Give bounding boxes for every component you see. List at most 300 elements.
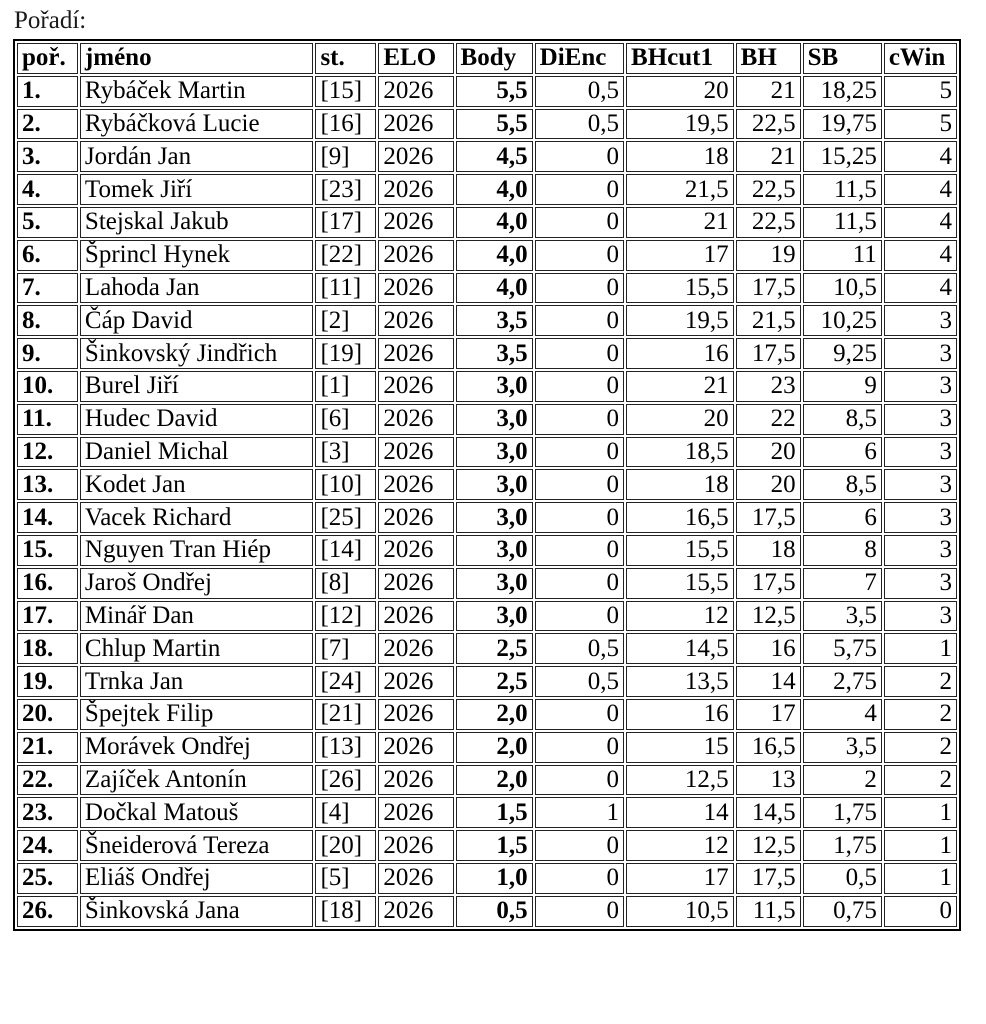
table-row: [17, 863, 957, 894]
cwin-cell: 3: [884, 502, 957, 533]
player-name: Vacek Richard: [80, 502, 314, 533]
cwin-cell: 4: [884, 174, 957, 205]
cwin-cell: 2: [884, 699, 957, 730]
column-header-name: jméno: [80, 43, 314, 74]
seed-cell: [13]: [315, 732, 376, 763]
sb-cell: 7: [803, 568, 882, 599]
standings-caption: Pořadí:: [14, 7, 87, 34]
bh-cell: 13: [736, 765, 801, 796]
bhcut1-cell: 16: [626, 699, 734, 730]
seed-cell: [26]: [315, 765, 376, 796]
sb-cell: 10,5: [803, 273, 882, 304]
column-header-rank: poř.: [17, 43, 78, 74]
player-name: Zajíček Antonín: [80, 765, 314, 796]
table-row: [17, 699, 957, 730]
elo-cell: 2026: [378, 896, 453, 927]
seed-cell: [2]: [315, 305, 376, 336]
elo-cell: 2026: [378, 76, 453, 107]
bh-cell: 21: [736, 76, 801, 107]
bh-cell: 14: [736, 666, 801, 697]
rank-cell: 20.: [17, 699, 78, 730]
bh-cell: 16,5: [736, 732, 801, 763]
column-header-elo: ELO: [378, 43, 453, 74]
cwin-cell: 5: [884, 109, 957, 140]
table-row: [17, 404, 957, 435]
elo-cell: 2026: [378, 338, 453, 369]
sb-cell: 2,75: [803, 666, 882, 697]
seed-cell: [21]: [315, 699, 376, 730]
rank-cell: 26.: [17, 896, 78, 927]
points-cell: 3,0: [456, 502, 533, 533]
elo-cell: 2026: [378, 469, 453, 500]
dienc-cell: 0: [535, 830, 624, 861]
sb-cell: 6: [803, 502, 882, 533]
bh-cell: 19: [736, 240, 801, 271]
points-cell: 4,0: [456, 240, 533, 271]
table-row: [17, 207, 957, 238]
cwin-cell: 4: [884, 273, 957, 304]
dienc-cell: 0: [535, 338, 624, 369]
bh-cell: 22,5: [736, 109, 801, 140]
cwin-cell: 3: [884, 338, 957, 369]
seed-cell: [12]: [315, 601, 376, 632]
points-cell: 3,0: [456, 469, 533, 500]
player-name: Dočkal Matouš: [80, 797, 314, 828]
points-cell: 4,0: [456, 174, 533, 205]
player-name: Rybáčková Lucie: [80, 109, 314, 140]
points-cell: 1,5: [456, 830, 533, 861]
rank-cell: 7.: [17, 273, 78, 304]
sb-cell: 3,5: [803, 732, 882, 763]
player-name: Rybáček Martin: [80, 76, 314, 107]
elo-cell: 2026: [378, 863, 453, 894]
bh-cell: 17,5: [736, 273, 801, 304]
points-cell: 2,5: [456, 666, 533, 697]
dienc-cell: 1: [535, 797, 624, 828]
cwin-cell: 5: [884, 76, 957, 107]
bh-cell: 23: [736, 371, 801, 402]
dienc-cell: 0: [535, 437, 624, 468]
sb-cell: 1,75: [803, 797, 882, 828]
points-cell: 3,0: [456, 371, 533, 402]
standings-body: [17, 76, 957, 927]
elo-cell: 2026: [378, 765, 453, 796]
table-row: [17, 797, 957, 828]
seed-cell: [25]: [315, 502, 376, 533]
elo-cell: 2026: [378, 371, 453, 402]
standings-table: [13, 39, 961, 931]
seed-cell: [1]: [315, 371, 376, 402]
table-row: [17, 437, 957, 468]
sb-cell: 8,5: [803, 404, 882, 435]
table-row: [17, 141, 957, 172]
bhcut1-cell: 10,5: [626, 896, 734, 927]
bhcut1-cell: 14,5: [626, 633, 734, 664]
cwin-cell: 3: [884, 568, 957, 599]
rank-cell: 2.: [17, 109, 78, 140]
elo-cell: 2026: [378, 207, 453, 238]
player-name: Burel Jiří: [80, 371, 314, 402]
bh-cell: 22: [736, 404, 801, 435]
points-cell: 4,0: [456, 207, 533, 238]
rank-cell: 5.: [17, 207, 78, 238]
player-name: Šinkovský Jindřich: [80, 338, 314, 369]
bhcut1-cell: 19,5: [626, 305, 734, 336]
rank-cell: 22.: [17, 765, 78, 796]
seed-cell: [23]: [315, 174, 376, 205]
column-header-dienc: DiEnc: [535, 43, 624, 74]
elo-cell: 2026: [378, 404, 453, 435]
sb-cell: 11,5: [803, 174, 882, 205]
cwin-cell: 3: [884, 437, 957, 468]
elo-cell: 2026: [378, 273, 453, 304]
bh-cell: 20: [736, 437, 801, 468]
player-name: Chlup Martin: [80, 633, 314, 664]
sb-cell: 3,5: [803, 601, 882, 632]
points-cell: 2,5: [456, 633, 533, 664]
column-header-seed: st.: [315, 43, 376, 74]
bhcut1-cell: 15,5: [626, 273, 734, 304]
sb-cell: 8: [803, 535, 882, 566]
points-cell: 5,5: [456, 109, 533, 140]
player-name: Kodet Jan: [80, 469, 314, 500]
table-row: [17, 765, 957, 796]
sb-cell: 5,75: [803, 633, 882, 664]
player-name: Lahoda Jan: [80, 273, 314, 304]
dienc-cell: 0: [535, 765, 624, 796]
sb-cell: 1,75: [803, 830, 882, 861]
bhcut1-cell: 16: [626, 338, 734, 369]
elo-cell: 2026: [378, 240, 453, 271]
points-cell: 2,0: [456, 732, 533, 763]
table-row: [17, 273, 957, 304]
column-header-cwin: cWin: [884, 43, 957, 74]
bh-cell: 17,5: [736, 502, 801, 533]
player-name: Trnka Jan: [80, 666, 314, 697]
dienc-cell: 0: [535, 240, 624, 271]
elo-cell: 2026: [378, 174, 453, 205]
table-row: [17, 240, 957, 271]
table-row: [17, 338, 957, 369]
sb-cell: 8,5: [803, 469, 882, 500]
player-name: Nguyen Tran Hiép: [80, 535, 314, 566]
table-row: [17, 109, 957, 140]
bh-cell: 12,5: [736, 830, 801, 861]
rank-cell: 19.: [17, 666, 78, 697]
sb-cell: 11: [803, 240, 882, 271]
elo-cell: 2026: [378, 141, 453, 172]
elo-cell: 2026: [378, 633, 453, 664]
seed-cell: [18]: [315, 896, 376, 927]
elo-cell: 2026: [378, 797, 453, 828]
bhcut1-cell: 20: [626, 404, 734, 435]
table-row: [17, 633, 957, 664]
elo-cell: 2026: [378, 601, 453, 632]
rank-cell: 13.: [17, 469, 78, 500]
rank-cell: 3.: [17, 141, 78, 172]
cwin-cell: 3: [884, 535, 957, 566]
sb-cell: 9,25: [803, 338, 882, 369]
sb-cell: 4: [803, 699, 882, 730]
bhcut1-cell: 14: [626, 797, 734, 828]
bhcut1-cell: 21: [626, 207, 734, 238]
rank-cell: 15.: [17, 535, 78, 566]
rank-cell: 6.: [17, 240, 78, 271]
points-cell: 3,0: [456, 437, 533, 468]
seed-cell: [19]: [315, 338, 376, 369]
seed-cell: [10]: [315, 469, 376, 500]
sb-cell: 18,25: [803, 76, 882, 107]
dienc-cell: 0: [535, 141, 624, 172]
cwin-cell: 4: [884, 207, 957, 238]
rank-cell: 25.: [17, 863, 78, 894]
column-header-bh: BH: [736, 43, 801, 74]
seed-cell: [3]: [315, 437, 376, 468]
points-cell: 5,5: [456, 76, 533, 107]
table-row: [17, 896, 957, 927]
sb-cell: 15,25: [803, 141, 882, 172]
sb-cell: 0,5: [803, 863, 882, 894]
cwin-cell: 3: [884, 404, 957, 435]
player-name: Minář Dan: [80, 601, 314, 632]
sb-cell: 6: [803, 437, 882, 468]
cwin-cell: 0: [884, 896, 957, 927]
seed-cell: [6]: [315, 404, 376, 435]
bhcut1-cell: 12,5: [626, 765, 734, 796]
bh-cell: 18: [736, 535, 801, 566]
elo-cell: 2026: [378, 109, 453, 140]
column-header-bhcut1: BHcut1: [626, 43, 734, 74]
player-name: Šprincl Hynek: [80, 240, 314, 271]
table-row: [17, 535, 957, 566]
points-cell: 3,0: [456, 601, 533, 632]
column-header-sb: SB: [803, 43, 882, 74]
rank-cell: 17.: [17, 601, 78, 632]
rank-cell: 12.: [17, 437, 78, 468]
player-name: Šneiderová Tereza: [80, 830, 314, 861]
cwin-cell: 1: [884, 863, 957, 894]
seed-cell: [15]: [315, 76, 376, 107]
table-row: [17, 830, 957, 861]
cwin-cell: 2: [884, 666, 957, 697]
bhcut1-cell: 13,5: [626, 666, 734, 697]
bh-cell: 21,5: [736, 305, 801, 336]
bhcut1-cell: 20: [626, 76, 734, 107]
seed-cell: [5]: [315, 863, 376, 894]
player-name: Čáp David: [80, 305, 314, 336]
seed-cell: [9]: [315, 141, 376, 172]
points-cell: 4,5: [456, 141, 533, 172]
bhcut1-cell: 17: [626, 863, 734, 894]
rank-cell: 24.: [17, 830, 78, 861]
cwin-cell: 3: [884, 601, 957, 632]
sb-cell: 9: [803, 371, 882, 402]
table-row: [17, 371, 957, 402]
dienc-cell: 0: [535, 273, 624, 304]
dienc-cell: 0: [535, 863, 624, 894]
rank-cell: 1.: [17, 76, 78, 107]
bh-cell: 17,5: [736, 338, 801, 369]
sb-cell: 0,75: [803, 896, 882, 927]
player-name: Jordán Jan: [80, 141, 314, 172]
player-name: Šinkovská Jana: [80, 896, 314, 927]
seed-cell: [24]: [315, 666, 376, 697]
cwin-cell: 1: [884, 830, 957, 861]
bh-cell: 17,5: [736, 863, 801, 894]
elo-cell: 2026: [378, 830, 453, 861]
bhcut1-cell: 18: [626, 469, 734, 500]
points-cell: 2,0: [456, 765, 533, 796]
bhcut1-cell: 21: [626, 371, 734, 402]
rank-cell: 11.: [17, 404, 78, 435]
rank-cell: 4.: [17, 174, 78, 205]
points-cell: 3,0: [456, 568, 533, 599]
sb-cell: 10,25: [803, 305, 882, 336]
dienc-cell: 0,5: [535, 109, 624, 140]
seed-cell: [20]: [315, 830, 376, 861]
dienc-cell: 0: [535, 568, 624, 599]
dienc-cell: 0: [535, 732, 624, 763]
player-name: Tomek Jiří: [80, 174, 314, 205]
cwin-cell: 3: [884, 469, 957, 500]
bh-cell: 16: [736, 633, 801, 664]
bhcut1-cell: 16,5: [626, 502, 734, 533]
dienc-cell: 0: [535, 207, 624, 238]
bhcut1-cell: 18,5: [626, 437, 734, 468]
cwin-cell: 3: [884, 305, 957, 336]
rank-cell: 21.: [17, 732, 78, 763]
table-row: [17, 305, 957, 336]
bhcut1-cell: 19,5: [626, 109, 734, 140]
bhcut1-cell: 12: [626, 601, 734, 632]
elo-cell: 2026: [378, 666, 453, 697]
points-cell: 3,0: [456, 404, 533, 435]
elo-cell: 2026: [378, 699, 453, 730]
dienc-cell: 0: [535, 601, 624, 632]
table-row: [17, 732, 957, 763]
rank-cell: 18.: [17, 633, 78, 664]
points-cell: 2,0: [456, 699, 533, 730]
table-row: [17, 502, 957, 533]
table-row: [17, 601, 957, 632]
bh-cell: 11,5: [736, 896, 801, 927]
player-name: Morávek Ondřej: [80, 732, 314, 763]
elo-cell: 2026: [378, 732, 453, 763]
elo-cell: 2026: [378, 568, 453, 599]
elo-cell: 2026: [378, 535, 453, 566]
seed-cell: [17]: [315, 207, 376, 238]
seed-cell: [16]: [315, 109, 376, 140]
cwin-cell: 3: [884, 371, 957, 402]
bhcut1-cell: 18: [626, 141, 734, 172]
bhcut1-cell: 21,5: [626, 174, 734, 205]
dienc-cell: 0: [535, 469, 624, 500]
table-row: [17, 568, 957, 599]
player-name: Hudec David: [80, 404, 314, 435]
rank-cell: 23.: [17, 797, 78, 828]
seed-cell: [4]: [315, 797, 376, 828]
dienc-cell: 0: [535, 896, 624, 927]
player-name: Daniel Michal: [80, 437, 314, 468]
bh-cell: 14,5: [736, 797, 801, 828]
cwin-cell: 4: [884, 141, 957, 172]
bhcut1-cell: 15,5: [626, 568, 734, 599]
player-name: Jaroš Ondřej: [80, 568, 314, 599]
cwin-cell: 1: [884, 633, 957, 664]
cwin-cell: 4: [884, 240, 957, 271]
dienc-cell: 0: [535, 699, 624, 730]
player-name: Eliáš Ondřej: [80, 863, 314, 894]
seed-cell: [11]: [315, 273, 376, 304]
dienc-cell: 0: [535, 535, 624, 566]
sb-cell: 19,75: [803, 109, 882, 140]
dienc-cell: 0: [535, 305, 624, 336]
points-cell: 3,5: [456, 338, 533, 369]
player-name: Stejskal Jakub: [80, 207, 314, 238]
seed-cell: [8]: [315, 568, 376, 599]
bhcut1-cell: 17: [626, 240, 734, 271]
cwin-cell: 2: [884, 765, 957, 796]
table-row: [17, 76, 957, 107]
column-header-points: Body: [456, 43, 533, 74]
dienc-cell: 0,5: [535, 633, 624, 664]
elo-cell: 2026: [378, 305, 453, 336]
table-row: [17, 666, 957, 697]
bh-cell: 20: [736, 469, 801, 500]
rank-cell: 9.: [17, 338, 78, 369]
bhcut1-cell: 15: [626, 732, 734, 763]
points-cell: 0,5: [456, 896, 533, 927]
player-name: Špejtek Filip: [80, 699, 314, 730]
bh-cell: 17: [736, 699, 801, 730]
header-row: [17, 43, 957, 74]
dienc-cell: 0: [535, 174, 624, 205]
table-row: [17, 174, 957, 205]
rank-cell: 8.: [17, 305, 78, 336]
bh-cell: 22,5: [736, 207, 801, 238]
dienc-cell: 0: [535, 371, 624, 402]
seed-cell: [7]: [315, 633, 376, 664]
bhcut1-cell: 12: [626, 830, 734, 861]
rank-cell: 16.: [17, 568, 78, 599]
points-cell: 4,0: [456, 273, 533, 304]
table-row: [17, 469, 957, 500]
points-cell: 3,0: [456, 535, 533, 566]
bh-cell: 17,5: [736, 568, 801, 599]
cwin-cell: 1: [884, 797, 957, 828]
bh-cell: 22,5: [736, 174, 801, 205]
bh-cell: 21: [736, 141, 801, 172]
dienc-cell: 0: [535, 404, 624, 435]
points-cell: 1,0: [456, 863, 533, 894]
cwin-cell: 2: [884, 732, 957, 763]
dienc-cell: 0,5: [535, 76, 624, 107]
seed-cell: [14]: [315, 535, 376, 566]
elo-cell: 2026: [378, 502, 453, 533]
elo-cell: 2026: [378, 437, 453, 468]
rank-cell: 14.: [17, 502, 78, 533]
points-cell: 1,5: [456, 797, 533, 828]
sb-cell: 11,5: [803, 207, 882, 238]
bhcut1-cell: 15,5: [626, 535, 734, 566]
seed-cell: [22]: [315, 240, 376, 271]
rank-cell: 10.: [17, 371, 78, 402]
bh-cell: 12,5: [736, 601, 801, 632]
sb-cell: 2: [803, 765, 882, 796]
dienc-cell: 0,5: [535, 666, 624, 697]
dienc-cell: 0: [535, 502, 624, 533]
points-cell: 3,5: [456, 305, 533, 336]
